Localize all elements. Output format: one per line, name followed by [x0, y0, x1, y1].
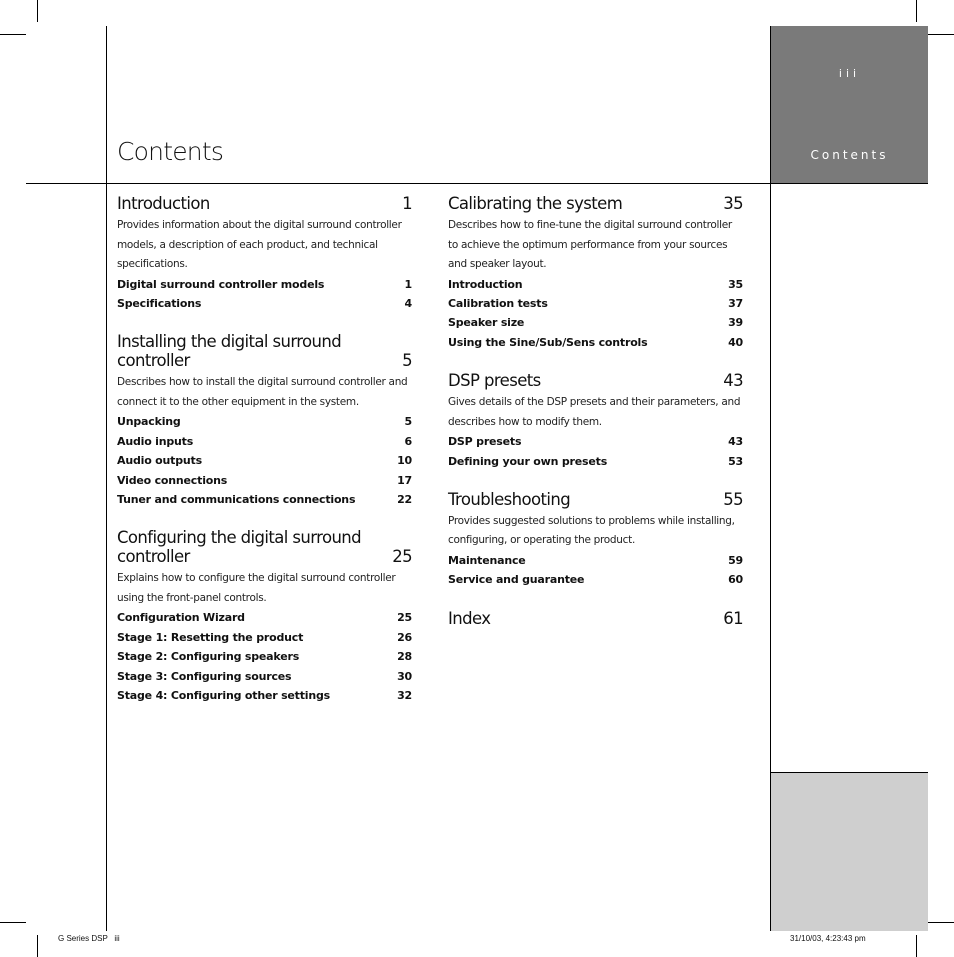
toc-entry-page: 37: [728, 296, 743, 310]
section-page-number: 55: [723, 489, 743, 509]
toc-entry-label: Stage 3: Configuring sources: [117, 669, 292, 683]
crop-mark: [37, 935, 38, 957]
section-title: Configuring the digital surround controller: [117, 528, 362, 567]
toc-entry-page: 59: [728, 553, 743, 567]
toc-entry-page: 39: [728, 316, 743, 330]
sidebar-page-number: iii: [838, 67, 861, 80]
toc-entry-page: 4: [404, 296, 412, 310]
toc-entry-page: 6: [404, 434, 412, 448]
toc-entry-label: Defining your own presets: [448, 454, 608, 468]
toc-section: [117, 524, 412, 705]
section-title: Introduction: [117, 194, 210, 213]
left-margin-rule: [106, 26, 107, 931]
toc-entry-label: Calibration tests: [448, 296, 548, 310]
toc-entry[interactable]: [448, 275, 743, 294]
crop-mark: [0, 922, 26, 923]
section-heading[interactable]: [448, 486, 743, 509]
footer-timestamp: 31/10/03, 4:23:43 pm: [790, 934, 866, 943]
crop-mark: [916, 0, 917, 22]
toc-entry[interactable]: [448, 313, 743, 332]
toc-entry[interactable]: [117, 275, 412, 294]
toc-entry[interactable]: [117, 294, 412, 313]
toc-entry[interactable]: [117, 412, 412, 431]
toc-entry-label: Speaker size: [448, 316, 525, 330]
toc-entry-label: Specifications: [117, 296, 202, 310]
toc-entry-label: Maintenance: [448, 553, 526, 567]
toc-entry-label: Stage 4: Configuring other settings: [117, 688, 331, 702]
toc-entry-label: Digital surround controller models: [117, 277, 325, 291]
footer-file-label: G Series DSP iii: [58, 934, 120, 943]
toc-entry-label: Tuner and communications connections: [117, 492, 356, 506]
toc-entry[interactable]: [448, 294, 743, 313]
crop-mark: [37, 0, 38, 22]
sidebar-lower-panel: [771, 773, 928, 931]
toc-section: [448, 605, 743, 628]
toc-entry[interactable]: [117, 686, 412, 705]
section-page-number: 5: [402, 351, 412, 371]
toc-entry-page: 1: [404, 277, 412, 291]
toc-entry-page: 60: [728, 573, 743, 587]
toc-entry-label: Configuration Wizard: [117, 611, 245, 625]
toc-entry-page: 28: [397, 650, 412, 664]
section-title: Index: [448, 608, 491, 628]
toc-section: [448, 486, 743, 590]
section-description: Provides information about the digital surround controller models, a description of each product, and technical specifications.: [117, 219, 402, 270]
toc-entry[interactable]: [117, 451, 412, 470]
toc-entry-label: Audio inputs: [117, 434, 194, 448]
toc-entry[interactable]: [117, 667, 412, 686]
section-page-number: 1: [402, 194, 412, 213]
toc-entry[interactable]: [448, 452, 743, 471]
toc-entry[interactable]: [117, 608, 412, 627]
toc-section: [448, 367, 743, 471]
toc-entry[interactable]: [448, 333, 743, 352]
toc-section: [117, 328, 412, 509]
toc-entry[interactable]: [448, 432, 743, 451]
toc-right-column: [448, 190, 743, 643]
toc-section: [448, 190, 743, 352]
toc-entry[interactable]: [117, 432, 412, 451]
toc-entry-page: 25: [397, 611, 412, 625]
crop-mark: [928, 922, 954, 923]
toc-entry[interactable]: [448, 551, 743, 570]
toc-entry-label: Stage 1: Resetting the product: [117, 630, 304, 644]
section-page-number: 61: [723, 608, 743, 628]
section-description: Describes how to install the digital surround controller and connect it to the other equipment in the system.: [117, 376, 408, 408]
section-title: DSP presets: [448, 371, 541, 391]
toc-entry[interactable]: [117, 471, 412, 490]
section-description: Gives details of the DSP presets and their parameters, and describes how to modify them.: [448, 396, 741, 428]
toc-entry-page: 10: [397, 454, 412, 468]
section-page-number: 43: [723, 371, 743, 391]
toc-entry-page: 32: [397, 688, 412, 702]
toc-entry-label: Introduction: [448, 277, 523, 291]
section-description: Provides suggested solutions to problems while installing, configuring, or operating the product.: [448, 514, 735, 547]
crop-mark: [928, 34, 954, 35]
section-title: Troubleshooting: [448, 489, 571, 509]
sidebar-section-label: Contents: [810, 148, 889, 162]
toc-entry-page: 17: [397, 473, 412, 487]
section-page-number: 35: [723, 194, 743, 213]
toc-entry[interactable]: [448, 570, 743, 589]
toc-entry[interactable]: [117, 647, 412, 666]
toc-entry-page: 30: [397, 669, 412, 683]
crop-mark: [916, 935, 917, 957]
toc-entry-page: 40: [728, 335, 743, 349]
section-title: Installing the digital surround controller: [117, 332, 342, 371]
toc-entry-label: Audio outputs: [117, 454, 202, 468]
page-title: Contents: [117, 137, 224, 166]
toc-entry-label: Using the Sine/Sub/Sens controls: [448, 335, 648, 349]
toc-entry-page: 5: [404, 415, 412, 429]
toc-entry-page: 53: [728, 454, 743, 468]
toc-entry-page: 22: [397, 492, 412, 506]
toc-entry-page: 35: [728, 277, 743, 291]
section-page-number: 25: [392, 547, 412, 567]
section-description: Explains how to configure the digital surround controller using the front-panel controls.: [117, 572, 396, 604]
toc-entry-label: DSP presets: [448, 435, 522, 449]
section-heading[interactable]: [448, 367, 743, 390]
toc-entry-label: Video connections: [117, 473, 228, 487]
toc-entry-label: Unpacking: [117, 415, 181, 429]
toc-entry[interactable]: [117, 628, 412, 647]
section-heading[interactable]: [448, 605, 743, 628]
toc-entry-page: 26: [397, 630, 412, 644]
section-heading[interactable]: [117, 524, 412, 566]
section-heading[interactable]: [117, 328, 412, 370]
toc-entry-label: Stage 2: Configuring speakers: [117, 650, 300, 664]
section-description: Describes how to fine-tune the digital surround controller to achieve the optimum performance from your sources and speaker layout.: [448, 219, 732, 270]
section-heading[interactable]: [448, 190, 743, 213]
toc-entry-label: Service and guarantee: [448, 573, 585, 587]
title-rule: [26, 183, 928, 184]
toc-left-column: [117, 190, 412, 720]
section-title: Calibrating the system: [448, 194, 623, 213]
toc-section: [117, 190, 412, 313]
section-heading[interactable]: [117, 190, 412, 213]
toc-entry[interactable]: [117, 490, 412, 509]
toc-entry-page: 43: [728, 435, 743, 449]
crop-mark: [0, 34, 26, 35]
